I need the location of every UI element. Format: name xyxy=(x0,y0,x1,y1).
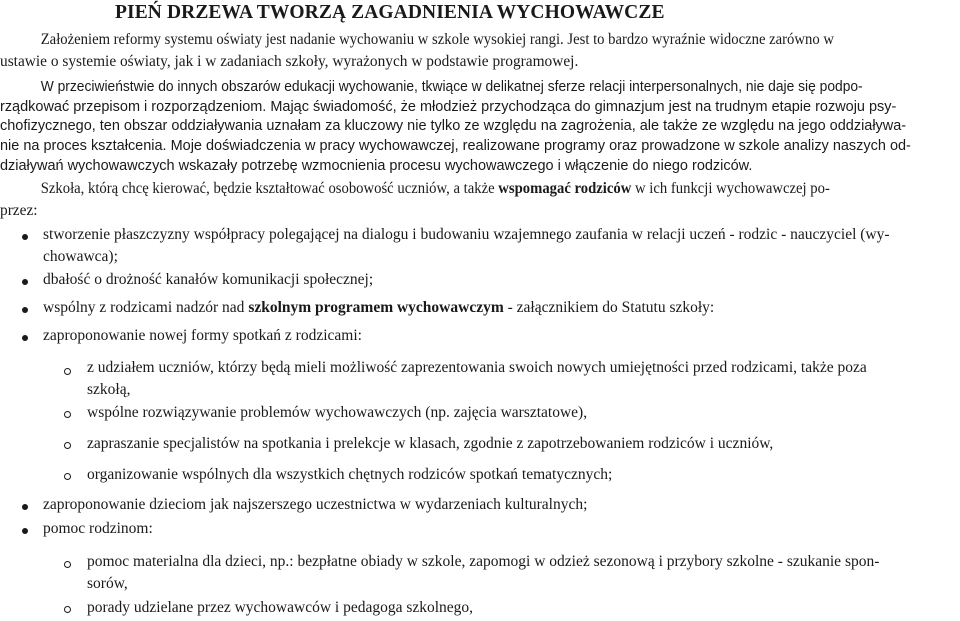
sub-list-item-line: wspólne rozwiązywanie problemów wychowawczych (np. zajęcia warsztatowe), xyxy=(87,404,588,421)
list-item-line: zaproponowanie dzieciom jak najszerszego uczestnictwa w wydarzeniach kulturalnych; xyxy=(43,496,588,513)
sub-bullet-circle xyxy=(64,442,71,449)
sub-list-item xyxy=(87,357,867,400)
sub-list-item xyxy=(87,597,473,619)
bullet-dot xyxy=(22,279,28,285)
bullet-dot xyxy=(22,335,28,341)
list-item-line: dbałość o drożność kanałów komunikacji społecznej; xyxy=(43,271,374,288)
page-title: PIEŃ DRZEWA TWORZĄ ZAGADNIENIA WYCHOWAWCZE xyxy=(115,2,665,23)
sub-list-item-line: z udziałem uczniów, którzy będą mieli możliwość zaprezentowania swoich nowych umiejętności przed rodzicami, także poza xyxy=(87,359,867,376)
list-item-text: - załącznikiem do Statutu szkoły: xyxy=(503,299,715,316)
sub-list-item-line: porady udzielane przez wychowawców i pedagoga szkolnego, xyxy=(87,599,474,616)
sub-bullet-circle xyxy=(64,561,71,568)
para3-line-1 xyxy=(0,178,909,200)
para3-line-2: przez: xyxy=(0,201,38,219)
para3-bold-text: wspomagać rodziców xyxy=(498,180,632,197)
list-item-line: stworzenie płaszczyzny współpracy polegającej na dialogu i budowaniu wzajemnego zaufania w relacji uczeń - rodzic - nauczyciel (wy- xyxy=(43,226,890,243)
list-item-line: chowawca); xyxy=(43,247,118,265)
list-item xyxy=(43,269,373,291)
list-item xyxy=(43,494,587,516)
school-paragraph xyxy=(0,178,960,221)
sub-list-item xyxy=(87,551,879,594)
bullet-dot xyxy=(22,528,28,534)
list-item-line: zaproponowanie nowej formy spotkań z rodzicami: xyxy=(43,327,362,344)
sub-list-item xyxy=(87,464,612,486)
para2-line-4: nie na proces kształcenia. Moje doświadczenia w pracy wychowawczej, realizowane programy oraz prowadzone w szkole analizy naszych od- xyxy=(0,138,911,155)
para2-line-3: chofizycznego, ten obszar oddziaływania uznałam za kluczowy nie tylko ze względu na zagrożenia, ale także ze względu na jego oddziaływa- xyxy=(0,118,907,135)
sub-bullet-circle xyxy=(64,473,71,480)
para2-line-2: rządkować przepisom i rozporządzeniom. Mając świadomość, że młodzież przychodząca do gimnazjum jest na trudnym etapie rozwoju psy- xyxy=(0,98,897,115)
sub-bullet-circle xyxy=(64,606,71,613)
list-item xyxy=(43,518,153,540)
sub-list-item xyxy=(87,433,773,455)
list-item xyxy=(43,325,362,347)
list-item-line xyxy=(43,297,714,319)
list-item xyxy=(43,224,890,267)
list-item-text: wspólny z rodzicami nadzór nad xyxy=(43,299,249,316)
education-paragraph xyxy=(0,78,960,177)
sub-list-item-line: zapraszanie specjalistów na spotkania i prelekcje w klasach, zgodnie z zapotrzebowaniem rodziców i uczniów, xyxy=(87,435,774,452)
sub-bullet-circle xyxy=(64,368,71,375)
sub-list-item-line: sorów, xyxy=(87,574,128,592)
sub-list-item-line: szkołą, xyxy=(87,380,131,398)
intro-line-1: Założeniem reformy systemu oświaty jest nadanie wychowaniu w szkole wysokiej rangi. Jest to bardzo wyraźnie widoczne zarówno w xyxy=(40,31,834,48)
sub-list-item-line: organizowanie wspólnych dla wszystkich chętnych rodziców spotkań tematycznych; xyxy=(87,466,613,483)
bullet-dot xyxy=(22,504,28,510)
sub-bullet-circle xyxy=(64,411,71,418)
bullet-dot xyxy=(22,234,28,240)
list-item-line: pomoc rodzinom: xyxy=(43,520,153,537)
bullet-dot xyxy=(22,307,28,313)
list-item xyxy=(43,297,714,319)
intro-line-2: ustawie o systemie oświaty, jak i w zadaniach szkoły, wyrażonych w podstawie programowej. xyxy=(0,52,579,70)
para2-line-5: działywań wychowawczych wskazały potrzebę wzmocnienia procesu wychowawczego i włączenie do niego rodziców. xyxy=(0,157,753,174)
para3-text-before: Szkoła, którą chcę kierować, będzie kształtować osobowość uczniów, a także xyxy=(40,180,499,197)
sub-list-item xyxy=(87,402,587,424)
para2-line-1: W przeciwieństwie do innych obszarów edukacji wychowanie, tkwiące w delikatnej sferze relacji interpersonalnych, nie daje się podpo- xyxy=(40,79,863,95)
intro-paragraph xyxy=(0,29,960,72)
sub-list-item-line: pomoc materialna dla dzieci, np.: bezpłatne obiady w szkole, zapomogi w odzież sezonową i przybory szkolne - szukanie spon- xyxy=(87,553,880,570)
list-item-bold-text: szkolnym programem wychowawczym xyxy=(248,299,504,316)
para3-text-after: w ich funkcji wychowawczej po- xyxy=(631,180,830,197)
